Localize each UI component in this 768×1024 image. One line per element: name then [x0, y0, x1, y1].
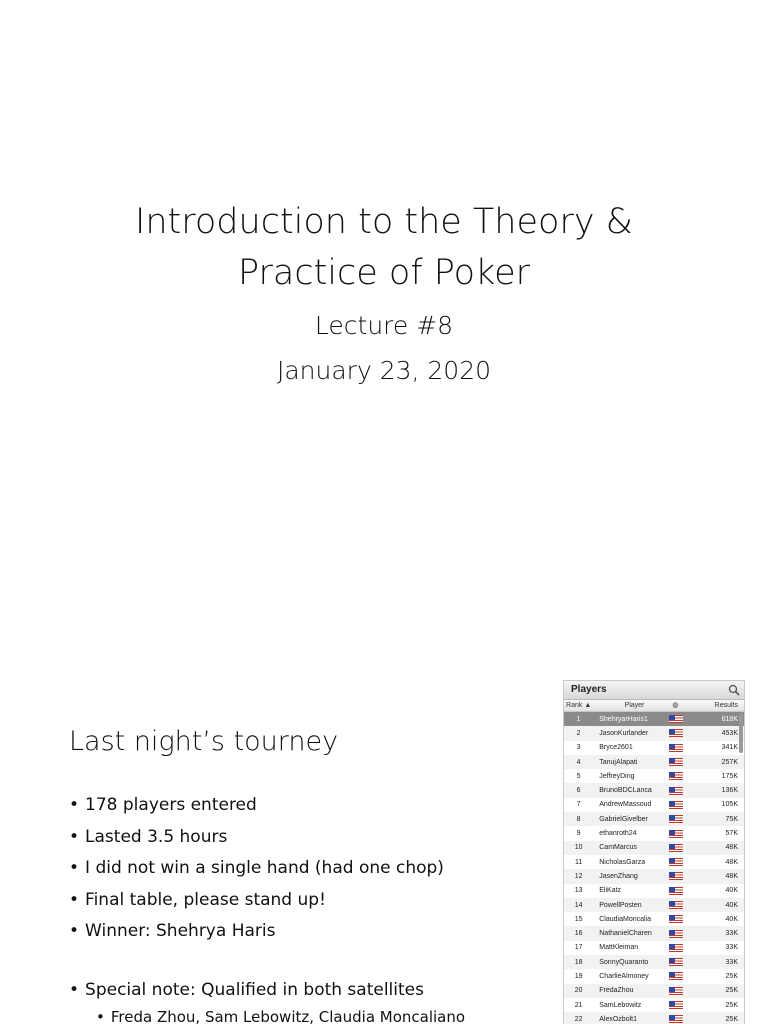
player-cell: ethanroth24 [599, 830, 637, 838]
rank-cell: 11 [574, 858, 583, 866]
rank-cell: 1 [576, 715, 581, 723]
table-row[interactable] [564, 741, 744, 755]
player-cell: BrunoBDCLanca [599, 787, 652, 795]
us-flag-icon [669, 830, 683, 838]
player-cell: CamMarcus [599, 844, 637, 852]
table-row[interactable] [564, 841, 744, 855]
player-cell: PowellPosten [599, 901, 642, 909]
us-flag-icon [669, 901, 683, 909]
bullet-item: • I did not win a single hand (had one chop) [69, 853, 444, 885]
us-flag-icon [669, 729, 683, 737]
scrollbar[interactable] [739, 713, 743, 753]
players-table-header [564, 700, 744, 712]
table-row[interactable] [564, 998, 744, 1012]
table-row[interactable] [564, 869, 744, 883]
bullet-item: • Winner: Shehrya Haris [69, 916, 444, 948]
rank-cell: 18 [574, 958, 583, 966]
players-panel-title: Players [571, 684, 607, 695]
us-flag-icon [669, 930, 683, 938]
us-flag-icon [669, 772, 683, 780]
player-cell: AndrewMassoud [599, 801, 652, 809]
col-rank[interactable]: Rank ▲ [566, 702, 592, 709]
table-row[interactable] [564, 984, 744, 998]
us-flag-icon [669, 801, 683, 809]
us-flag-icon [669, 887, 683, 895]
table-row[interactable] [564, 969, 744, 983]
results-cell: 40K [725, 901, 738, 909]
us-flag-icon [669, 872, 683, 880]
player-cell: TanujAlapati [599, 758, 638, 766]
table-row[interactable] [564, 712, 744, 726]
us-flag-icon [669, 1015, 683, 1023]
us-flag-icon [669, 844, 683, 852]
results-cell: 33K [725, 958, 738, 966]
rank-cell: 2 [576, 729, 581, 737]
us-flag-icon [669, 858, 683, 866]
rank-cell: 3 [576, 744, 581, 752]
rank-cell: 16 [574, 930, 583, 938]
us-flag-icon [669, 787, 683, 795]
us-flag-icon [669, 958, 683, 966]
special-note-sub-bullet: • Freda Zhou, Sam Lebowitz, Claudia Moncaliano [96, 1008, 465, 1024]
magnifier-icon[interactable] [728, 684, 740, 696]
rank-cell: 8 [576, 815, 581, 823]
results-cell: 453K [721, 729, 738, 737]
players-panel-header [564, 681, 744, 700]
rank-cell: 4 [576, 758, 581, 766]
table-row[interactable] [564, 755, 744, 769]
us-flag-icon [669, 915, 683, 923]
us-flag-icon [669, 744, 683, 752]
col-results[interactable]: Results [714, 702, 738, 709]
results-cell: 75K [725, 815, 738, 823]
rank-cell: 9 [576, 830, 581, 838]
results-cell: 25K [725, 987, 738, 995]
lecture-number: Lecture #8 [314, 311, 454, 340]
player-cell: AlexOzbolt1 [599, 1015, 637, 1023]
player-cell: ShehryarHaris1 [599, 715, 648, 723]
bullet-item: • 178 players entered [69, 790, 444, 822]
rank-cell: 6 [576, 787, 581, 795]
player-cell: ClaudiaMoncalia [599, 915, 652, 923]
results-cell: 175K [721, 772, 738, 780]
results-cell: 57K [725, 830, 738, 838]
results-cell: 48K [725, 872, 738, 880]
us-flag-icon [669, 715, 683, 723]
rank-cell: 5 [576, 772, 581, 780]
table-row[interactable] [564, 798, 744, 812]
player-cell: FredaZhou [599, 987, 634, 995]
player-cell: JeffreyDing [599, 772, 635, 780]
results-cell: 136K [721, 787, 738, 795]
rank-cell: 21 [574, 1001, 583, 1009]
player-cell: MattKleiman [599, 944, 639, 952]
results-cell: 48K [725, 844, 738, 852]
table-row[interactable] [564, 912, 744, 926]
results-cell: 618K [721, 715, 738, 723]
globe-icon[interactable]: ◍ [672, 702, 679, 709]
table-row[interactable] [564, 955, 744, 969]
rank-cell: 22 [574, 1015, 583, 1023]
player-cell: SamLebowitz [599, 1001, 642, 1009]
rank-cell: 14 [574, 901, 583, 909]
player-cell: JasonKurlander [599, 729, 649, 737]
results-cell: 25K [725, 1015, 738, 1023]
col-player[interactable]: Player [624, 702, 645, 709]
results-cell: 257K [721, 758, 738, 766]
table-row[interactable] [564, 726, 744, 740]
slide-title-line2: Practice of Poker [238, 253, 530, 293]
players-panel [563, 680, 745, 1024]
slide-title-line1: Introduction to the Theory & [135, 202, 633, 242]
table-row[interactable] [564, 926, 744, 940]
results-cell: 33K [725, 930, 738, 938]
player-cell: NathanielCharen [599, 930, 652, 938]
table-row[interactable] [564, 855, 744, 869]
bullet-item: • Final table, please stand up! [69, 885, 444, 917]
rank-cell: 20 [574, 987, 583, 995]
results-cell: 33K [725, 944, 738, 952]
table-row[interactable] [564, 941, 744, 955]
rank-cell: 7 [576, 801, 581, 809]
table-row[interactable] [564, 812, 744, 826]
table-row[interactable] [564, 826, 744, 840]
tourney-slide [0, 650, 768, 1024]
table-row[interactable] [564, 898, 744, 912]
results-cell: 341K [721, 744, 738, 752]
us-flag-icon [669, 972, 683, 980]
rank-cell: 19 [574, 972, 583, 980]
us-flag-icon [669, 944, 683, 952]
results-cell: 25K [725, 1001, 738, 1009]
player-cell: EliKatz [599, 887, 622, 895]
rank-cell: 10 [574, 844, 583, 852]
player-cell: JasenZhang [599, 872, 638, 880]
player-cell: Bryce2601 [599, 744, 633, 752]
us-flag-icon [669, 1001, 683, 1009]
table-row[interactable] [564, 1012, 744, 1024]
results-cell: 25K [725, 972, 738, 980]
results-cell: 40K [725, 887, 738, 895]
us-flag-icon [669, 758, 683, 766]
bullet-item: • Lasted 3.5 hours [69, 822, 444, 854]
table-row[interactable] [564, 783, 744, 797]
player-cell: SonnyQuaranto [599, 958, 649, 966]
table-row[interactable] [564, 884, 744, 898]
player-cell: NicholasGarza [599, 858, 646, 866]
rank-cell: 17 [574, 944, 583, 952]
results-cell: 40K [725, 915, 738, 923]
player-cell: GabrielGivelber [599, 815, 648, 823]
bullet-list [69, 790, 444, 948]
player-cell: CharlieAlmoney [599, 972, 649, 980]
us-flag-icon [669, 987, 683, 995]
results-cell: 105K [721, 801, 738, 809]
us-flag-icon [669, 815, 683, 823]
rank-cell: 15 [574, 915, 583, 923]
results-cell: 48K [725, 858, 738, 866]
table-row[interactable] [564, 769, 744, 783]
players-table-body [564, 712, 744, 1024]
special-note: • Special note: Qualified in both satellites [69, 980, 424, 1000]
slide-heading: Last night’s tourney [69, 726, 339, 757]
lecture-date: January 23, 2020 [276, 356, 492, 385]
rank-cell: 13 [574, 887, 583, 895]
rank-cell: 12 [574, 872, 583, 880]
